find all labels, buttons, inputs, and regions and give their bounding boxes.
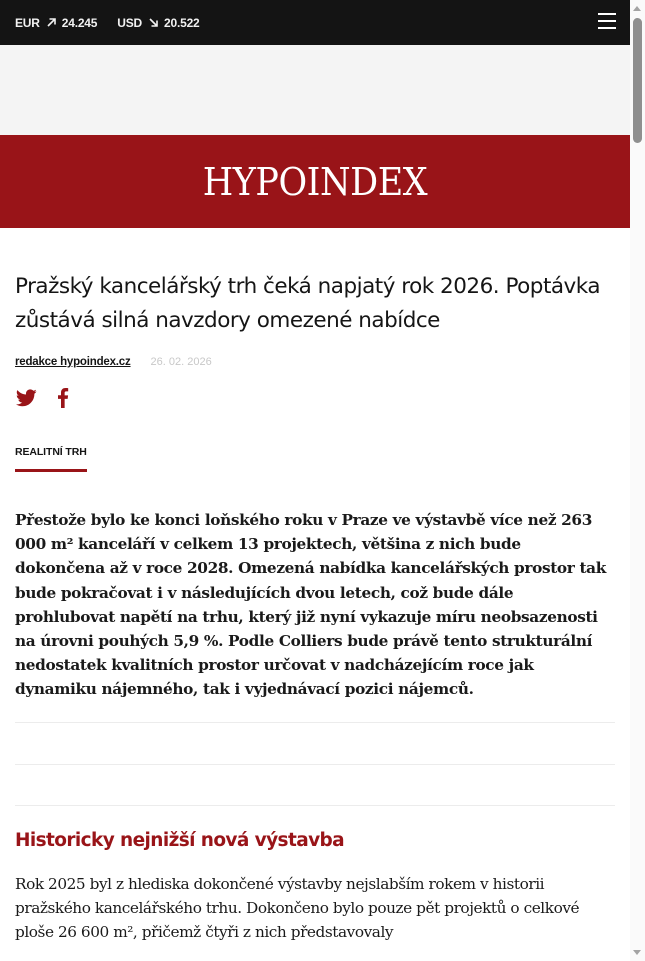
category-tag[interactable]: REALITNÍ TRH xyxy=(15,446,87,472)
author-link[interactable]: redakce hypoindex.cz xyxy=(15,356,131,368)
scroll-down-arrow-icon[interactable] xyxy=(633,950,641,955)
rate-currency: USD xyxy=(117,15,143,30)
article-meta xyxy=(15,356,615,368)
vertical-scrollbar[interactable] xyxy=(630,0,645,961)
currency-topbar xyxy=(0,0,630,45)
section-heading: Historicky nejnižší nová výstavba xyxy=(15,829,345,851)
divider xyxy=(15,805,615,806)
rate-value: 24.245 xyxy=(61,15,98,30)
section-text: Rok 2025 byl z hlediska dokončené výstavby nejslabším rokem v historii pražského kancelářského trhu. Dokončeno bylo pouze pět projektů o celkové ploše 26 600 m², přičemž čtyři z nich představovaly xyxy=(15,874,580,942)
article-lead: Přestože bylo ke konci loňského roku v Praze ve výstavbě více než 263 000 m² kanceláří v celkem 13 projektech, většina z nich bude dokončena až v roce 2028. Omezená nabídka kancelářských prostor tak bude pokračovat i v následujících dvou letech, což bude dále prohlubovat napětí na trhu, který již nyní vykazuje míru neobsazenosti na úrovni pouhých 5,9 %. Podle Colliers bude právě tento strukturální nedostatek kvalitních prostor určovat v nadcházejícím roce jak dynamiku nájemného, tak i vyjednávací pozici nájemců. xyxy=(15,511,606,699)
scroll-up-arrow-icon[interactable] xyxy=(633,6,641,11)
article xyxy=(0,270,630,944)
rate-value: 20.522 xyxy=(164,15,200,30)
brand-banner xyxy=(0,135,630,228)
rate-eur xyxy=(15,16,97,30)
rate-usd xyxy=(117,16,199,30)
arrow-down-right-icon xyxy=(148,17,159,28)
arrow-up-right-icon xyxy=(46,17,57,28)
hamburger-menu-icon[interactable] xyxy=(598,13,616,31)
article-title: Pražský kancelářský trh čeká napjatý rok 2026. Poptávka zůstává silná navzdory omezené nabídce xyxy=(15,274,601,333)
divider xyxy=(15,722,615,723)
share-buttons xyxy=(15,386,615,410)
divider xyxy=(15,764,615,765)
site-logo[interactable]: HYPOINDEX xyxy=(202,159,428,204)
facebook-icon[interactable] xyxy=(52,387,74,409)
scroll-thumb[interactable] xyxy=(633,18,642,143)
ad-placeholder xyxy=(0,45,630,135)
rate-currency: EUR xyxy=(15,15,40,30)
publish-date: 26. 02. 2026 xyxy=(150,356,212,368)
twitter-icon[interactable] xyxy=(15,387,37,409)
